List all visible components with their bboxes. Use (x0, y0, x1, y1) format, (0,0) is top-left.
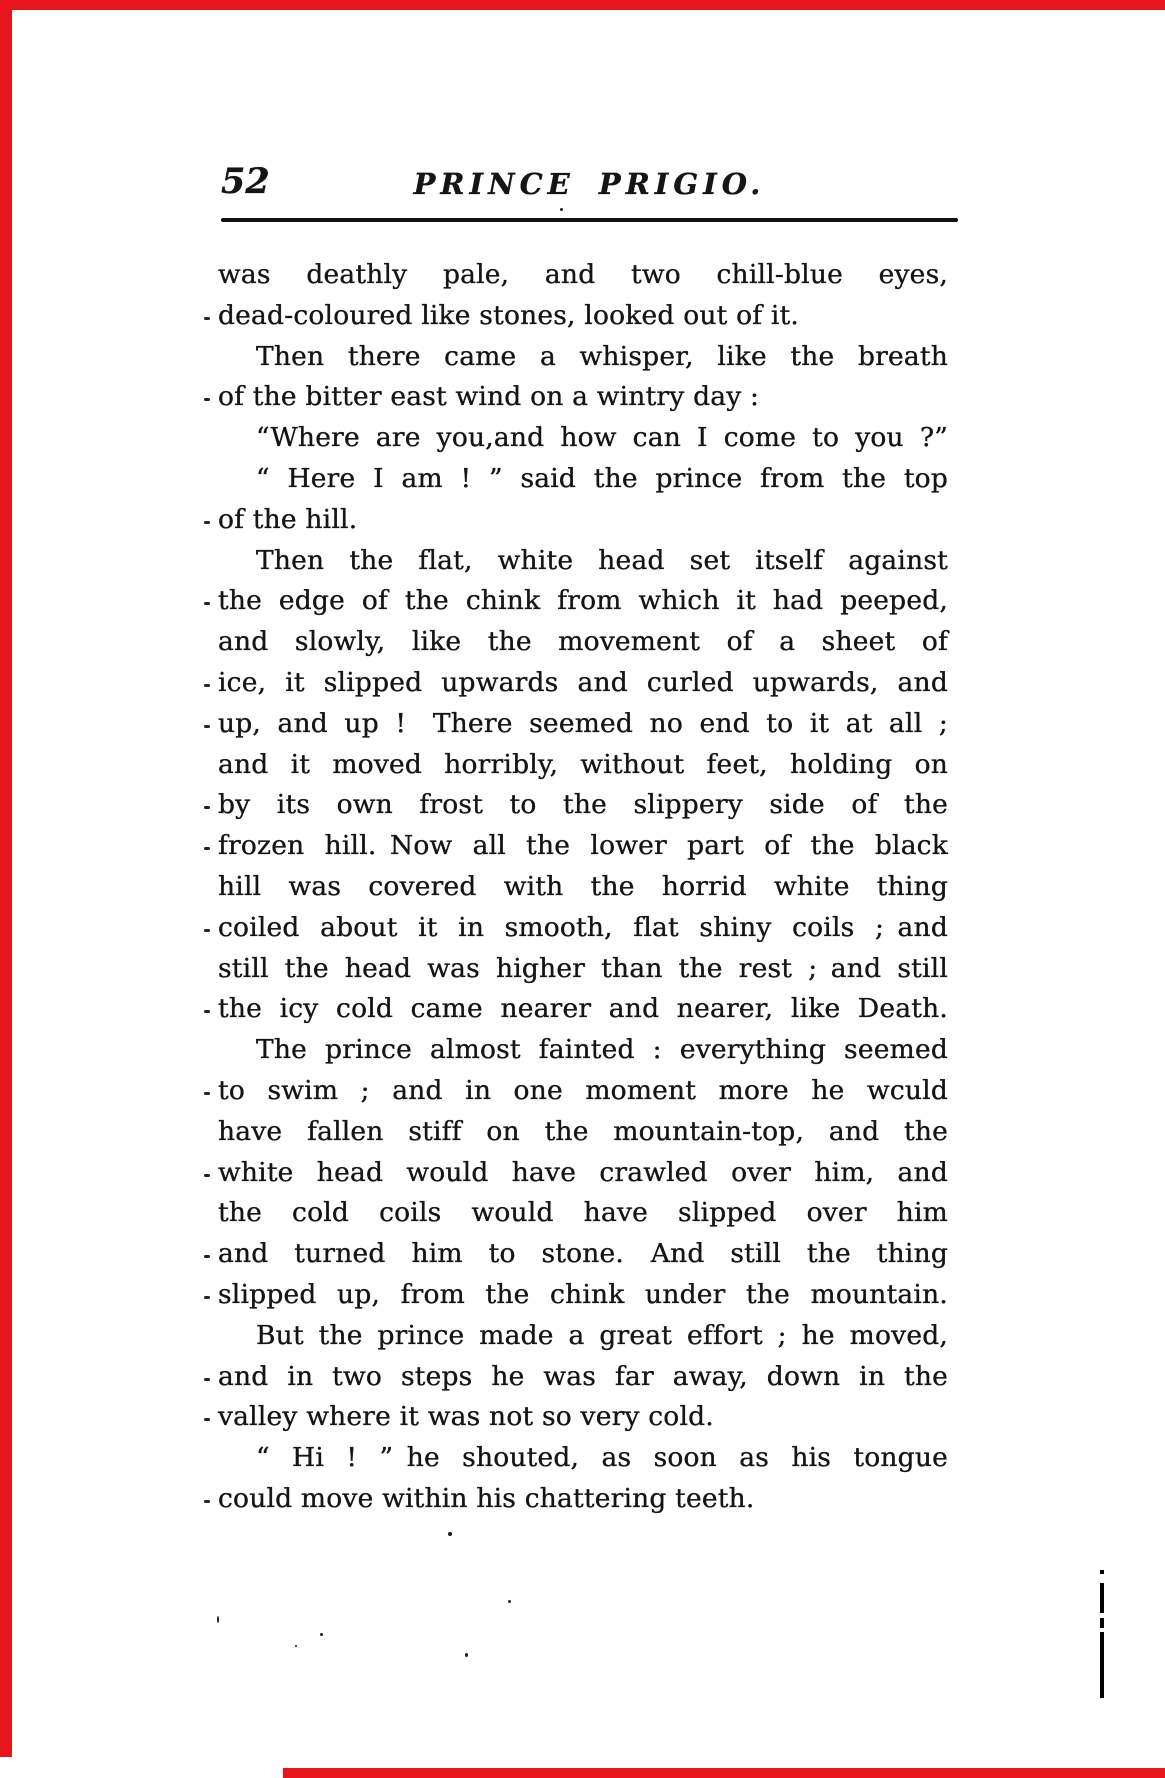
text-line: the icy cold came nearer and nearer, like Death. (218, 989, 948, 1030)
text-line: have fallen stiff on the mountain-top, and the (218, 1115, 948, 1147)
text-line: frozen hill. Now all the lower part of the black (218, 826, 948, 867)
header-rule (221, 218, 958, 222)
page-number: 52 (221, 161, 270, 202)
scan-edge-mark-bottom (283, 1768, 1165, 1778)
text-line: dead-coloured like stones, looked out of it. (218, 296, 948, 337)
scan-speck (560, 208, 563, 211)
scan-speck (465, 1653, 468, 1657)
text-line: by its own frost to the slippery side of the (218, 785, 948, 826)
scan-speck (295, 1645, 297, 1647)
scan-edge-mark-left (0, 0, 12, 1757)
text-line: ice, it slipped upwards and curled upwards, and (218, 663, 948, 704)
text-line: and turned him to stone. And still the thing (218, 1234, 948, 1275)
text-block (218, 255, 948, 1520)
text-line: and slowly, like the movement of a sheet of (218, 626, 948, 658)
ink-artifact-dash (1100, 1618, 1104, 1628)
text-line: up, and up ! There seemed no end to it at all ; (218, 704, 948, 745)
text-line: “ Hi ! ” he shouted, as soon as his tongue (256, 1442, 948, 1474)
scan-edge-mark-top (0, 0, 1165, 10)
text-line: and it moved horribly, without feet, holding on (218, 748, 948, 780)
scan-speck (448, 1532, 452, 1536)
text-line: of the bitter east wind on a wintry day : (218, 377, 948, 418)
text-line: Then there came a whisper, like the breath (256, 340, 948, 372)
ink-artifact-dash (1100, 1632, 1104, 1698)
text-line: was deathly pale, and two chill-blue eyes, (218, 259, 948, 290)
text-line: “Where are you,and how can I come to you ?” (256, 422, 948, 454)
scan-speck (508, 1600, 511, 1603)
text-line: The prince almost fainted : everything seemed (256, 1034, 948, 1066)
text-line: the edge of the chink from which it had peeped, (218, 581, 948, 622)
text-line: “ Here I am ! ” said the prince from the top (256, 462, 948, 494)
text-line: and in two steps he was far away, down in the (218, 1357, 948, 1398)
text-line: still the head was higher than the rest ; and still (218, 952, 948, 984)
text-line: But the prince made a great effort ; he moved, (256, 1319, 948, 1351)
scan-speck (217, 1616, 219, 1623)
text-line: slipped up, from the chink under the mountain. (218, 1275, 948, 1316)
text-line: of the hill. (218, 500, 948, 541)
running-title: PRINCE PRIGIO. (413, 167, 766, 201)
text-line: hill was covered with the horrid white thing (218, 870, 948, 902)
text-line: white head would have crawled over him, and (218, 1153, 948, 1194)
text-line: the cold coils would have slipped over him (218, 1197, 948, 1229)
text-line: could move within his chattering teeth. (218, 1479, 948, 1520)
text-line: coiled about it in smooth, flat shiny coils ; and (218, 908, 948, 949)
ink-artifact-dash (1100, 1570, 1104, 1574)
ink-artifact-dash (1100, 1583, 1104, 1613)
text-line: valley where it was not so very cold. (218, 1397, 948, 1438)
scan-speck (320, 1633, 323, 1636)
text-line: Then the flat, white head set itself against (256, 544, 948, 576)
text-line: to swim ; and in one moment more he wculd (218, 1071, 948, 1112)
